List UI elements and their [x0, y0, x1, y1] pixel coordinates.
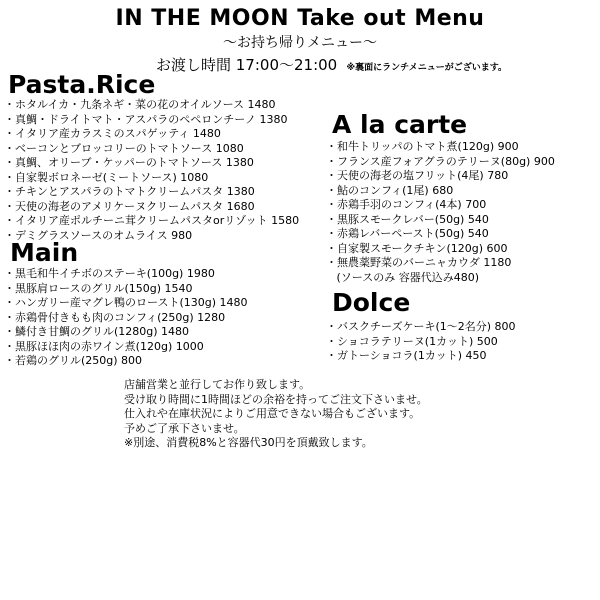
dolce-heading: Dolce [332, 288, 411, 317]
a-la-carte-list [326, 140, 555, 285]
note-line: 仕入れや在庫状況によりご用意できない場合もございます。 [124, 407, 421, 420]
list-item: ・ 和牛トリッパのトマト煮(120g) 900 [326, 140, 555, 155]
pasta-rice-heading: Pasta.Rice [8, 70, 156, 99]
list-item: ・ バスクチーズケーキ(1〜2名分) 800 [326, 320, 516, 335]
list-item: ・ 鮎のコンフィ(1尾) 680 [326, 184, 555, 199]
main-heading: Main [10, 238, 79, 267]
list-item: ・ 真鯛・ドライトマト・アスパラのペペロンチーノ 1380 [4, 113, 299, 128]
list-item: ・ 自家製ボロネーゼ(ミートソース) 1080 [4, 171, 299, 186]
list-item: ・ 無農薬野菜のバーニャカウダ 1180 [326, 256, 555, 271]
pickup-time: お渡し時間 17:00〜21:00 [156, 56, 338, 74]
pickup-info [156, 54, 507, 75]
order-notes [124, 378, 428, 451]
note-line: 受け取り時間に1時間ほどの余裕を持ってご注文下さいませ。 [124, 392, 428, 406]
list-item: ・ ハンガリー産マグレ鴨のロースト(130g) 1480 [4, 296, 248, 311]
list-item: ・ 赤鶏手羽のコンフィ(4本) 700 [326, 198, 555, 213]
menu-subtitle: 〜お持ち帰りメニュー〜 [223, 35, 377, 51]
main-list [4, 267, 248, 369]
list-item: ・ イタリア産カラスミのスパゲッティ 1480 [4, 127, 299, 142]
list-item: ・ 天使の海老の塩フリット(4尾) 780 [326, 169, 555, 184]
lunch-menu-note: ※裏面にランチメニューがございます。 [346, 63, 507, 73]
list-item: ・ チキンとアスパラのトマトクリームパスタ 1380 [4, 185, 299, 200]
note-line: 予めご了承下さいませ。 [124, 421, 245, 435]
list-item: ・ ホタルイカ・九条ネギ・菜の花のオイルソース 1480 [4, 98, 299, 113]
list-item: ・ 黒豚ほほ肉の赤ワイン煮(120g) 1000 [4, 340, 248, 355]
menu-title: IN THE MOON Take out Menu [115, 6, 485, 31]
list-item: ・ 赤鶏骨付きもも肉のコンフィ(250g) 1280 [4, 311, 248, 326]
list-item: ・ 鱗付き甘鯛のグリル(1280g) 1480 [4, 325, 248, 340]
list-item: ・ 赤鶏レバーペースト(50g) 540 [326, 227, 555, 242]
list-item: ・ 黒毛和牛イチボのステーキ(100g) 1980 [4, 267, 248, 282]
list-item: ・ 黒豚肩ロースのグリル(150g) 1540 [4, 282, 248, 297]
list-item: ・ 若鶏のグリル(250g) 800 [4, 354, 248, 369]
list-item: ・ 天使の海老のアメリケーヌクリームパスタ 1680 [4, 200, 299, 215]
list-item: ・ 黒豚スモークレバー(50g) 540 [326, 213, 555, 228]
list-item: ・ デミグラスソースのオムライス 980 [4, 229, 299, 244]
list-item: ・ イタリア産ポルチーニ茸クリームパスタorリゾット 1580 [4, 214, 299, 229]
list-item: ・ 真鯛、オリーブ・ケッパーのトマトソース 1380 [4, 156, 299, 171]
list-item: ・ ガトーショコラ(1カット) 450 [326, 349, 516, 364]
list-item: ・ フランス産フォアグラのテリーヌ(80g) 900 [326, 155, 555, 170]
list-item-note: (ソースのみ 容器代込み480) [336, 270, 480, 284]
pasta-rice-list [4, 98, 299, 243]
note-line: 店舗営業と並行してお作り致します。 [124, 378, 311, 391]
a-la-carte-heading: A la carte [332, 110, 468, 139]
list-item: ・ ベーコンとブロッコリーのトマトソース 1080 [4, 142, 299, 157]
note-line: ※別途、消費税8%と容器代30円を頂戴致します。 [124, 436, 373, 449]
list-item: ・ ショコラテリーヌ(1カット) 500 [326, 335, 516, 350]
list-item: ・ 自家製スモークチキン(120g) 600 [326, 242, 555, 257]
dolce-list [326, 320, 516, 364]
